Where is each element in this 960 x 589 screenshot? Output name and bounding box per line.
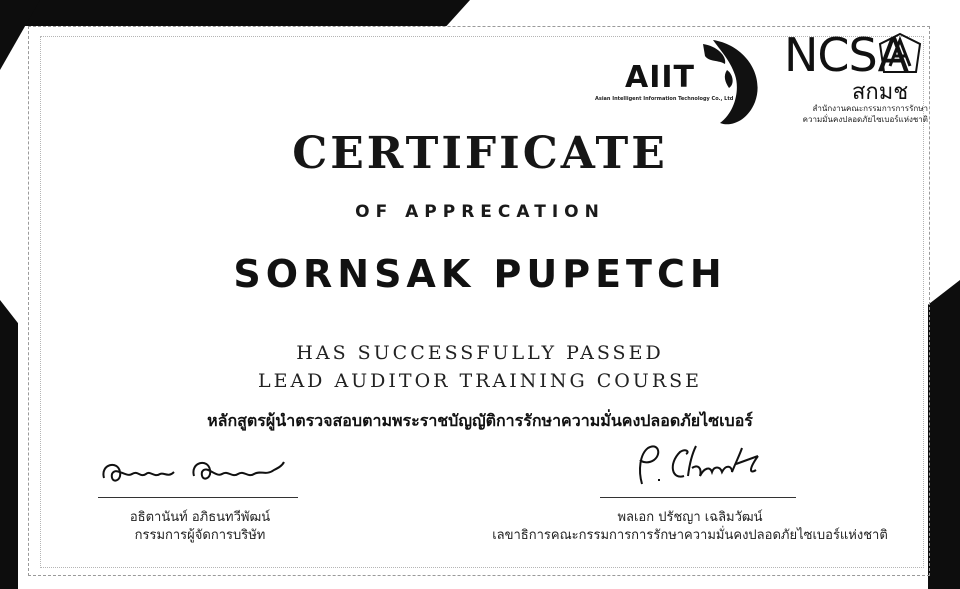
aiit-tagline: Asian Intelligent Information Technology Co., Ltd [595, 96, 734, 102]
left-signatory [60, 509, 340, 545]
certificate-title: CERTIFICATE [292, 128, 668, 179]
right-signature-line [600, 497, 796, 498]
statement-line-2: LEAD AUDITOR TRAINING COURSE [257, 370, 703, 392]
left-signatory-name: อธิตานันท์ อภิธนทวีพัฒน์ [129, 510, 271, 525]
right-signatory-name: พลเอก ปรัชญา เฉลิมวัฒน์ [617, 510, 763, 525]
right-signature-image [628, 440, 788, 490]
right-edge-decoration [928, 280, 960, 589]
ncsa-shield-icon [878, 32, 922, 76]
right-signatory-title: เลขาธิการคณะกรรมการการรักษาความมั่นคงปลอดภัยไซเบอร์แห่งชาติ [492, 528, 888, 543]
recipient-name: SORNSAK PUPETCH [233, 252, 727, 296]
statement-line-1: HAS SUCCESSFULLY PASSED [296, 342, 664, 364]
right-signatory [470, 509, 910, 545]
ncsa-thai-abbr: สกมช [852, 80, 909, 105]
left-signature-line [98, 497, 298, 498]
ncsa-logo-text: NCSA [784, 28, 909, 82]
aiit-logo-text: AIIT [625, 60, 696, 95]
certificate-subtitle: OF APPRECATION [355, 202, 605, 222]
left-signatory-title: กรรมการผู้จัดการบริษัท [134, 528, 266, 543]
course-name-thai: หลักสูตรผู้นำตรวจสอบตามพระราชบัญญัติการรักษาความมั่นคงปลอดภัยไซเบอร์ [207, 411, 753, 430]
ncsa-thai-line2: ความมั่นคงปลอดภัยไซเบอร์แห่งชาติ [802, 115, 928, 124]
left-signature-image [98, 452, 308, 492]
top-left-corner-decoration [0, 0, 470, 26]
ncsa-thai-line1: สำนักงานคณะกรรมการการรักษา [812, 104, 928, 113]
aiit-logo [595, 30, 765, 130]
ncsa-logo [770, 28, 930, 128]
